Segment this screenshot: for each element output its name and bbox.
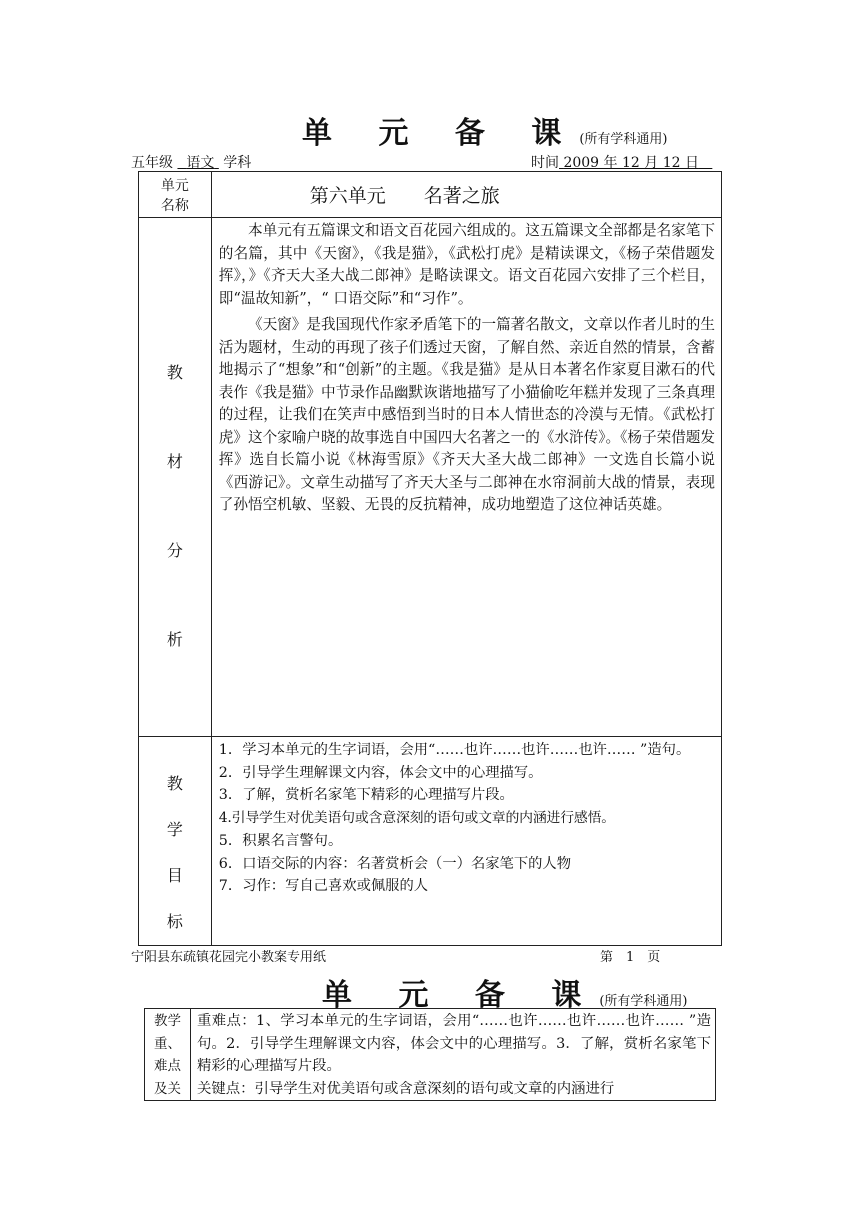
key-points-cell — [190, 1009, 715, 1101]
goal-item: 5．积累名言警句。 — [218, 832, 343, 849]
key-points-row — [145, 1009, 716, 1101]
unit-name: 第六单元 名著之旅 — [309, 185, 500, 207]
unit-plan-table — [138, 171, 722, 946]
date-value: 2009 年 12 月 12 日 — [563, 155, 699, 171]
date-label: 时间 — [531, 155, 559, 171]
page-title: 单 元 备 课(所有学科通用) — [302, 116, 668, 151]
title-note: (所有学科通用) — [579, 132, 668, 147]
goal-item: 3．了解，赏析名家笔下精彩的心理描写片段。 — [218, 787, 514, 804]
subject: 语文 — [186, 155, 215, 171]
key-points-label: 教学 重、 难点 及关 — [145, 1009, 191, 1101]
analysis-paragraph: 《天窗》是我国现代作家矛盾笔下的一篇著名散文，文章以作者儿时的生活为题材，生动的再现了孩子们透过天窗，了解自然、亲近自然的情景，含蓄地揭示了“想象”和“创新”的主题。《我是猫》是从日本著名作家夏目漱石的代表作《我是猫》中节录作品幽默诙谐地描写了小猫偷吃年糕并发现了三条真理的过程，让我们在笑声中感悟到当时的日本人情世态的冷漠与无情。《武松打虎》这个家喻户晓的故事选自中国四大名著之一的《水浒传》。《杨子荣借题发挥》选自长篇小说《林海雪原》《齐天大圣大战二郎神》一文选自长篇小说《西游记》。文章生动描写了齐天大圣与二郎神在水帘洞前大战的情景，表现了孙悟空机敏、坚毅、无畏的反抗精神，成功地塑造了这位神话英雄。 — [218, 316, 715, 513]
page2-table — [144, 1008, 716, 1101]
analysis-paragraph: 本单元有五篇课文和语文百花园六组成的。这五篇课文全部都是名家笔下的名篇，其中《天窗》，《我是猫》，《武松打虎》是精读课文，《杨子荣借题发挥》，》《齐天大圣大战二郎神》是略读课文。语文百花园六安排了三个栏目，即“温故知新”，“ 口语交际”和“习作”。 — [218, 222, 715, 307]
analysis-cell — [211, 218, 721, 737]
grade-subject-line — [131, 152, 251, 172]
date-line — [531, 152, 712, 172]
goal-item: 1．学习本单元的生字词语，会用“……也许……也许……也许…… ”造句。 — [218, 742, 691, 758]
goal-item: 7．习作：写自己喜欢或佩服的人 — [218, 878, 429, 895]
page2-title-note: (所有学科通用) — [599, 994, 688, 1009]
goal-item: 2．引导学生理解课文内容，体会文中的心理描写。 — [218, 764, 543, 781]
goals-cell — [211, 737, 721, 946]
goal-item: 4.引导学生对优美语句或含意深刻的语句或文章的内涵进行感悟。 — [218, 810, 615, 827]
goals-row — [139, 737, 722, 946]
unit-name-label: 单元 名称 — [139, 172, 212, 218]
analysis-row — [139, 218, 722, 737]
grade: 五年级 — [131, 155, 173, 171]
goal-item: 6．口语交际的内容：名著赏析会（一）名家笔下的人物 — [218, 855, 572, 872]
difficulty-text: 重难点：1、学习本单元的生字词语，会用“……也许……也许……也许…… ”造句。2．引导学生理解课文内容，体会文中的心理描写。3．了解，赏析名家笔下精彩的心理描写片段。 — [196, 1013, 711, 1074]
footer-school: 宁阳县东疏镇花园完小教案专用纸 — [131, 950, 327, 965]
page2-title: 单 元 备 课(所有学科通用) — [322, 978, 688, 1013]
goals-label: 教 学 目 标 — [139, 737, 212, 946]
unit-name-row — [139, 172, 722, 218]
subject-suffix: 学科 — [223, 155, 252, 171]
unit-name-cell — [211, 172, 721, 218]
key-text: 关键点：引导学生对优美语句或含意深刻的语句或文章的内涵进行 — [196, 1080, 615, 1097]
analysis-label: 教 材 分 析 — [139, 218, 212, 737]
footer-page-number: 第 1 页 — [600, 950, 661, 965]
